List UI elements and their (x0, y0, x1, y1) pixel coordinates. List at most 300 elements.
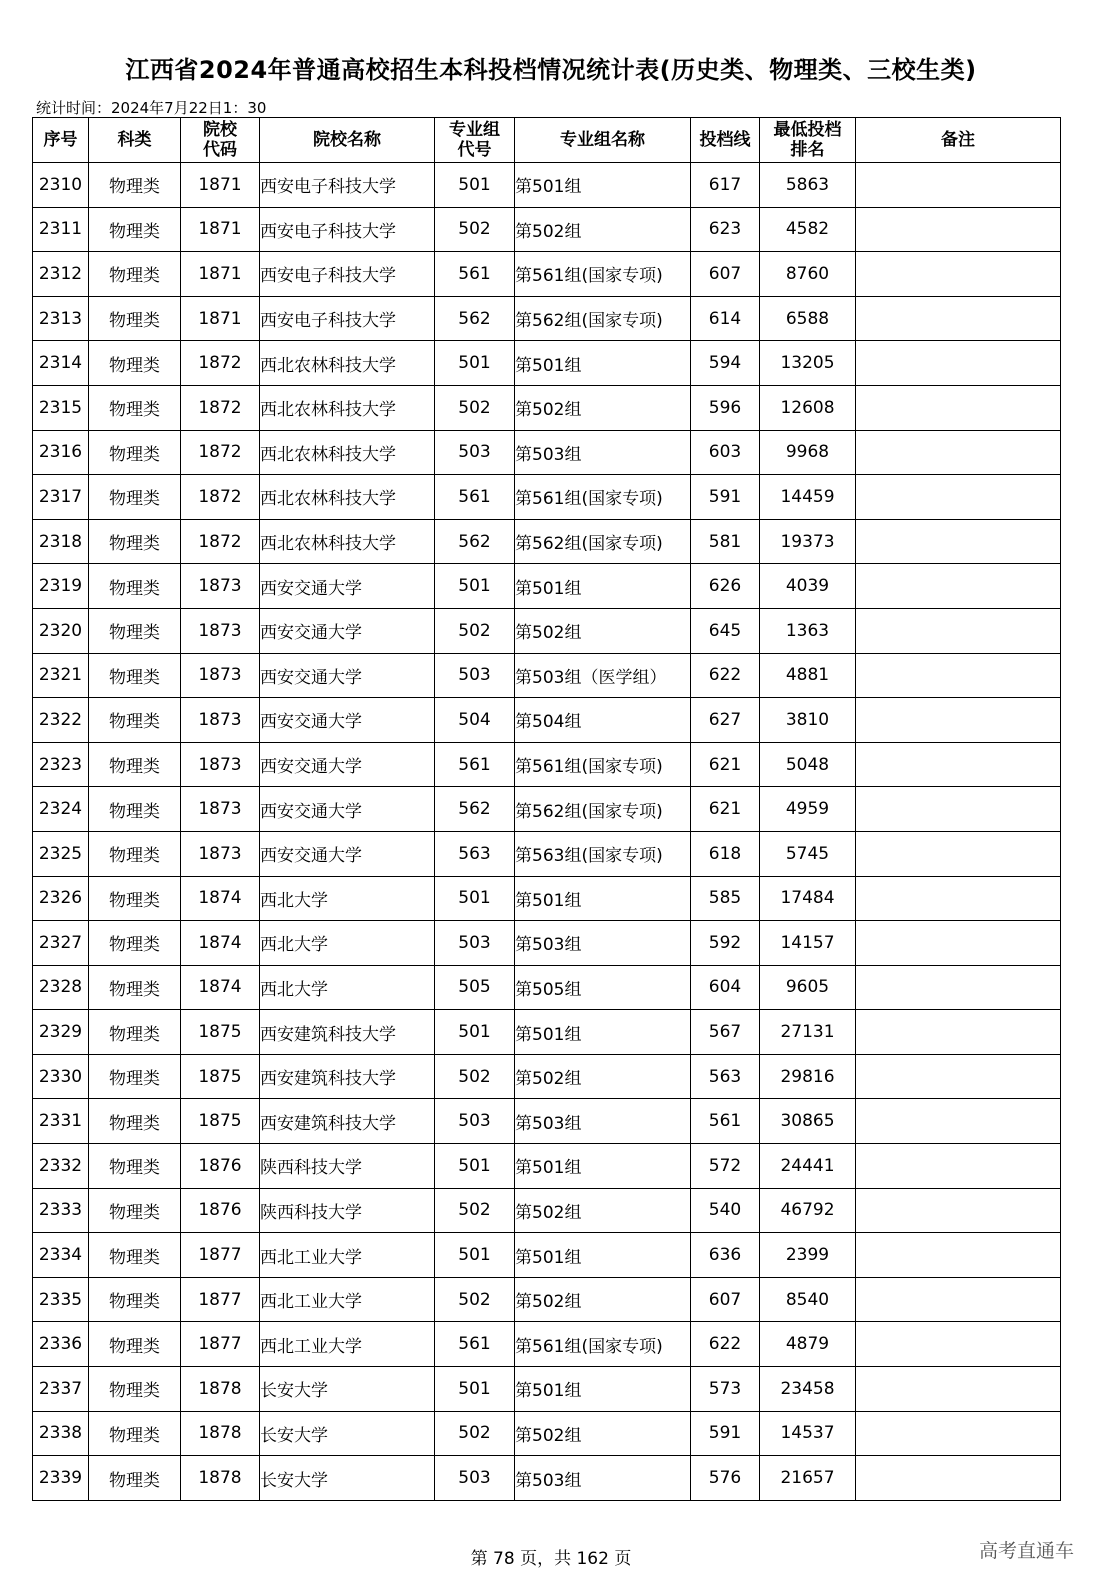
cell-group-name: 第561组(国家专项) (515, 742, 691, 787)
table-row (33, 608, 1061, 653)
stat-time: 统计时间：2024年7月22日1：30 (36, 99, 267, 117)
cell-remarks (856, 341, 1061, 386)
cell-score-line: 576 (691, 1456, 760, 1501)
cell-min-rank: 8540 (760, 1277, 856, 1322)
cell-school-code: 1875 (181, 1010, 260, 1055)
cell-score-line: 607 (691, 252, 760, 297)
cell-score-line: 614 (691, 296, 760, 341)
cell-score-line: 585 (691, 876, 760, 921)
cell-index: 2312 (33, 252, 89, 297)
cell-school-name: 西安建筑科技大学 (260, 1010, 435, 1055)
cell-group-code: 563 (435, 831, 515, 876)
cell-school-code: 1872 (181, 519, 260, 564)
cell-remarks (856, 1456, 1061, 1501)
cell-min-rank: 46792 (760, 1188, 856, 1233)
cell-group-code: 561 (435, 742, 515, 787)
cell-group-code: 501 (435, 876, 515, 921)
cell-remarks (856, 163, 1061, 208)
cell-remarks (856, 519, 1061, 564)
cell-index: 2330 (33, 1054, 89, 1099)
cell-min-rank: 4881 (760, 653, 856, 698)
cell-category: 物理类 (89, 1233, 181, 1278)
table-row (33, 698, 1061, 743)
cell-group-code: 503 (435, 1099, 515, 1144)
cell-index: 2318 (33, 519, 89, 564)
cell-group-name: 第502组 (515, 207, 691, 252)
cell-category: 物理类 (89, 519, 181, 564)
cell-school-name: 西北农林科技大学 (260, 430, 435, 475)
cell-group-code: 561 (435, 252, 515, 297)
table-row (33, 787, 1061, 832)
cell-group-name: 第501组 (515, 1144, 691, 1189)
cell-group-name: 第562组(国家专项) (515, 787, 691, 832)
cell-school-name: 西安交通大学 (260, 608, 435, 653)
cell-score-line: 567 (691, 1010, 760, 1055)
cell-school-name: 西安交通大学 (260, 742, 435, 787)
cell-group-code: 501 (435, 1367, 515, 1412)
cell-score-line: 623 (691, 207, 760, 252)
table-row (33, 742, 1061, 787)
cell-school-name: 西安交通大学 (260, 787, 435, 832)
table-row (33, 430, 1061, 475)
cell-school-name: 陕西科技大学 (260, 1188, 435, 1233)
cell-school-code: 1877 (181, 1322, 260, 1367)
cell-group-code: 502 (435, 1277, 515, 1322)
cell-score-line: 573 (691, 1367, 760, 1412)
cell-category: 物理类 (89, 1099, 181, 1144)
cell-remarks (856, 1010, 1061, 1055)
cell-min-rank: 27131 (760, 1010, 856, 1055)
table-row (33, 475, 1061, 520)
cell-remarks (856, 787, 1061, 832)
cell-min-rank: 9605 (760, 965, 856, 1010)
col-header-school-code: 院校代码 (181, 118, 260, 163)
cell-index: 2322 (33, 698, 89, 743)
cell-school-code: 1873 (181, 742, 260, 787)
cell-category: 物理类 (89, 1054, 181, 1099)
cell-min-rank: 14157 (760, 921, 856, 966)
cell-min-rank: 9968 (760, 430, 856, 475)
table-row (33, 653, 1061, 698)
table-row (33, 1188, 1061, 1233)
cell-group-code: 501 (435, 564, 515, 609)
table-row (33, 385, 1061, 430)
cell-remarks (856, 1054, 1061, 1099)
table-row (33, 1054, 1061, 1099)
cell-index: 2338 (33, 1411, 89, 1456)
cell-category: 物理类 (89, 1144, 181, 1189)
cell-group-name: 第563组(国家专项) (515, 831, 691, 876)
cell-school-name: 长安大学 (260, 1367, 435, 1412)
cell-score-line: 592 (691, 921, 760, 966)
table-row (33, 1277, 1061, 1322)
col-header-group-code: 专业组代号 (435, 118, 515, 163)
cell-school-code: 1871 (181, 296, 260, 341)
table-row (33, 1456, 1061, 1501)
cell-index: 2324 (33, 787, 89, 832)
cell-group-name: 第502组 (515, 1054, 691, 1099)
cell-school-name: 西北工业大学 (260, 1322, 435, 1367)
cell-remarks (856, 1411, 1061, 1456)
cell-index: 2326 (33, 876, 89, 921)
table-row (33, 207, 1061, 252)
cell-school-name: 西安电子科技大学 (260, 296, 435, 341)
cell-category: 物理类 (89, 252, 181, 297)
cell-school-code: 1873 (181, 653, 260, 698)
cell-remarks (856, 1277, 1061, 1322)
cell-min-rank: 5048 (760, 742, 856, 787)
cell-score-line: 591 (691, 475, 760, 520)
cell-remarks (856, 876, 1061, 921)
cell-school-code: 1878 (181, 1456, 260, 1501)
cell-remarks (856, 252, 1061, 297)
cell-group-code: 505 (435, 965, 515, 1010)
cell-index: 2335 (33, 1277, 89, 1322)
cell-remarks (856, 1144, 1061, 1189)
cell-min-rank: 5745 (760, 831, 856, 876)
cell-school-code: 1874 (181, 965, 260, 1010)
cell-score-line: 636 (691, 1233, 760, 1278)
cell-remarks (856, 430, 1061, 475)
cell-score-line: 572 (691, 1144, 760, 1189)
cell-index: 2328 (33, 965, 89, 1010)
cell-score-line: 604 (691, 965, 760, 1010)
cell-school-name: 西安交通大学 (260, 831, 435, 876)
cell-min-rank: 4879 (760, 1322, 856, 1367)
table-row (33, 341, 1061, 386)
cell-score-line: 607 (691, 1277, 760, 1322)
cell-group-code: 503 (435, 653, 515, 698)
cell-school-code: 1876 (181, 1188, 260, 1233)
cell-group-name: 第562组(国家专项) (515, 519, 691, 564)
cell-group-name: 第501组 (515, 876, 691, 921)
cell-group-code: 504 (435, 698, 515, 743)
cell-score-line: 540 (691, 1188, 760, 1233)
cell-remarks (856, 1099, 1061, 1144)
cell-school-code: 1872 (181, 475, 260, 520)
cell-school-name: 西安电子科技大学 (260, 163, 435, 208)
cell-group-name: 第504组 (515, 698, 691, 743)
cell-min-rank: 24441 (760, 1144, 856, 1189)
cell-index: 2313 (33, 296, 89, 341)
cell-score-line: 603 (691, 430, 760, 475)
cell-category: 物理类 (89, 1456, 181, 1501)
cell-index: 2321 (33, 653, 89, 698)
cell-group-code: 561 (435, 1322, 515, 1367)
cell-category: 物理类 (89, 296, 181, 341)
cell-group-name: 第503组 (515, 430, 691, 475)
cell-score-line: 596 (691, 385, 760, 430)
cell-school-code: 1872 (181, 430, 260, 475)
cell-school-code: 1873 (181, 698, 260, 743)
cell-group-name: 第503组（医学组） (515, 653, 691, 698)
cell-score-line: 581 (691, 519, 760, 564)
cell-group-name: 第501组 (515, 564, 691, 609)
cell-min-rank: 4582 (760, 207, 856, 252)
page-number: 第 78 页，共 162 页 (470, 1549, 632, 1569)
table-row (33, 965, 1061, 1010)
cell-min-rank: 3810 (760, 698, 856, 743)
cell-school-code: 1872 (181, 341, 260, 386)
cell-group-code: 501 (435, 1010, 515, 1055)
table-row (33, 1322, 1061, 1367)
cell-remarks (856, 1367, 1061, 1412)
cell-school-name: 长安大学 (260, 1411, 435, 1456)
cell-category: 物理类 (89, 742, 181, 787)
cell-group-name: 第501组 (515, 1367, 691, 1412)
cell-school-code: 1873 (181, 608, 260, 653)
cell-category: 物理类 (89, 207, 181, 252)
cell-remarks (856, 385, 1061, 430)
cell-school-code: 1875 (181, 1054, 260, 1099)
cell-index: 2310 (33, 163, 89, 208)
cell-min-rank: 17484 (760, 876, 856, 921)
cell-min-rank: 4959 (760, 787, 856, 832)
table-row (33, 921, 1061, 966)
cell-index: 2334 (33, 1233, 89, 1278)
cell-school-code: 1877 (181, 1277, 260, 1322)
table-row (33, 1099, 1061, 1144)
table-row (33, 831, 1061, 876)
cell-min-rank: 12608 (760, 385, 856, 430)
table-row (33, 252, 1061, 297)
table-row (33, 1411, 1061, 1456)
cell-category: 物理类 (89, 831, 181, 876)
table-row (33, 1144, 1061, 1189)
cell-remarks (856, 653, 1061, 698)
cell-school-name: 西北大学 (260, 876, 435, 921)
cell-remarks (856, 564, 1061, 609)
cell-remarks (856, 608, 1061, 653)
cell-score-line: 645 (691, 608, 760, 653)
cell-group-name: 第503组 (515, 921, 691, 966)
cell-group-code: 562 (435, 519, 515, 564)
cell-group-code: 501 (435, 163, 515, 208)
cell-score-line: 563 (691, 1054, 760, 1099)
cell-index: 2325 (33, 831, 89, 876)
cell-category: 物理类 (89, 876, 181, 921)
cell-min-rank: 6588 (760, 296, 856, 341)
cell-index: 2327 (33, 921, 89, 966)
cell-group-code: 502 (435, 207, 515, 252)
cell-category: 物理类 (89, 475, 181, 520)
cell-school-name: 西安电子科技大学 (260, 252, 435, 297)
cell-group-code: 503 (435, 430, 515, 475)
cell-remarks (856, 1188, 1061, 1233)
table-row (33, 1367, 1061, 1412)
cell-group-code: 502 (435, 385, 515, 430)
cell-category: 物理类 (89, 341, 181, 386)
cell-index: 2329 (33, 1010, 89, 1055)
cell-score-line: 627 (691, 698, 760, 743)
cell-category: 物理类 (89, 1277, 181, 1322)
cell-group-code: 562 (435, 296, 515, 341)
cell-school-code: 1877 (181, 1233, 260, 1278)
cell-group-code: 502 (435, 608, 515, 653)
col-header-min-rank: 最低投档排名 (760, 118, 856, 163)
table-row (33, 296, 1061, 341)
cell-category: 物理类 (89, 608, 181, 653)
cell-group-name: 第501组 (515, 1010, 691, 1055)
cell-school-name: 西北工业大学 (260, 1233, 435, 1278)
col-header-remarks: 备注 (856, 118, 1061, 163)
cell-school-code: 1873 (181, 831, 260, 876)
cell-category: 物理类 (89, 1411, 181, 1456)
cell-score-line: 561 (691, 1099, 760, 1144)
cell-group-name: 第501组 (515, 163, 691, 208)
cell-group-code: 502 (435, 1411, 515, 1456)
cell-group-name: 第561组(国家专项) (515, 1322, 691, 1367)
cell-group-code: 501 (435, 341, 515, 386)
cell-remarks (856, 207, 1061, 252)
cell-category: 物理类 (89, 385, 181, 430)
cell-score-line: 591 (691, 1411, 760, 1456)
cell-category: 物理类 (89, 1188, 181, 1233)
cell-school-name: 西安建筑科技大学 (260, 1099, 435, 1144)
col-header-score-line: 投档线 (691, 118, 760, 163)
document-title: 江西省2024年普通高校招生本科投档情况统计表(历史类、物理类、三校生类) (125, 56, 977, 84)
cell-remarks (856, 1322, 1061, 1367)
cell-index: 2311 (33, 207, 89, 252)
cell-school-name: 西北工业大学 (260, 1277, 435, 1322)
cell-remarks (856, 1233, 1061, 1278)
cell-group-name: 第503组 (515, 1456, 691, 1501)
cell-school-name: 西北农林科技大学 (260, 385, 435, 430)
cell-score-line: 617 (691, 163, 760, 208)
col-header-index: 序号 (33, 118, 89, 163)
cell-school-code: 1875 (181, 1099, 260, 1144)
cell-group-code: 561 (435, 475, 515, 520)
cell-group-code: 562 (435, 787, 515, 832)
cell-remarks (856, 831, 1061, 876)
cell-group-name: 第561组(国家专项) (515, 252, 691, 297)
cell-category: 物理类 (89, 787, 181, 832)
brand-mark: 高考直通车 (978, 1540, 1074, 1562)
cell-index: 2316 (33, 430, 89, 475)
table-row (33, 876, 1061, 921)
cell-category: 物理类 (89, 430, 181, 475)
table-header-row (33, 118, 1061, 163)
cell-min-rank: 30865 (760, 1099, 856, 1144)
cell-remarks (856, 742, 1061, 787)
cell-group-name: 第502组 (515, 1411, 691, 1456)
cell-school-name: 西北农林科技大学 (260, 341, 435, 386)
cell-category: 物理类 (89, 1322, 181, 1367)
cell-min-rank: 14459 (760, 475, 856, 520)
cell-index: 2317 (33, 475, 89, 520)
cell-remarks (856, 296, 1061, 341)
cell-index: 2336 (33, 1322, 89, 1367)
cell-min-rank: 13205 (760, 341, 856, 386)
cell-school-name: 西北大学 (260, 965, 435, 1010)
cell-school-code: 1878 (181, 1411, 260, 1456)
cell-index: 2337 (33, 1367, 89, 1412)
cell-school-code: 1871 (181, 207, 260, 252)
cell-school-code: 1871 (181, 163, 260, 208)
col-header-group-name: 专业组名称 (515, 118, 691, 163)
cell-index: 2320 (33, 608, 89, 653)
cell-school-code: 1876 (181, 1144, 260, 1189)
table-row (33, 519, 1061, 564)
cell-group-name: 第502组 (515, 1277, 691, 1322)
cell-min-rank: 5863 (760, 163, 856, 208)
table-row (33, 1233, 1061, 1278)
cell-school-name: 西安交通大学 (260, 564, 435, 609)
cell-group-name: 第502组 (515, 1188, 691, 1233)
cell-min-rank: 29816 (760, 1054, 856, 1099)
cell-group-name: 第501组 (515, 1233, 691, 1278)
cell-remarks (856, 965, 1061, 1010)
cell-index: 2331 (33, 1099, 89, 1144)
cell-category: 物理类 (89, 1367, 181, 1412)
cell-school-code: 1871 (181, 252, 260, 297)
cell-school-name: 陕西科技大学 (260, 1144, 435, 1189)
cell-group-code: 502 (435, 1054, 515, 1099)
cell-score-line: 621 (691, 787, 760, 832)
cell-school-name: 西安电子科技大学 (260, 207, 435, 252)
cell-min-rank: 14537 (760, 1411, 856, 1456)
cell-index: 2333 (33, 1188, 89, 1233)
cell-min-rank: 1363 (760, 608, 856, 653)
cell-school-name: 西安交通大学 (260, 653, 435, 698)
cell-category: 物理类 (89, 163, 181, 208)
cell-score-line: 622 (691, 1322, 760, 1367)
cell-school-name: 西北农林科技大学 (260, 519, 435, 564)
cell-group-code: 501 (435, 1144, 515, 1189)
cell-score-line: 626 (691, 564, 760, 609)
cell-group-name: 第561组(国家专项) (515, 475, 691, 520)
cell-score-line: 621 (691, 742, 760, 787)
cell-school-code: 1878 (181, 1367, 260, 1412)
cell-min-rank: 23458 (760, 1367, 856, 1412)
cell-group-code: 501 (435, 1233, 515, 1278)
table-row (33, 1010, 1061, 1055)
cell-remarks (856, 475, 1061, 520)
cell-min-rank: 19373 (760, 519, 856, 564)
cell-category: 物理类 (89, 653, 181, 698)
cell-group-name: 第502组 (515, 385, 691, 430)
cell-score-line: 622 (691, 653, 760, 698)
col-header-category: 科类 (89, 118, 181, 163)
cell-school-code: 1874 (181, 876, 260, 921)
cell-school-name: 长安大学 (260, 1456, 435, 1501)
cell-score-line: 618 (691, 831, 760, 876)
cell-group-code: 502 (435, 1188, 515, 1233)
cell-school-name: 西安建筑科技大学 (260, 1054, 435, 1099)
table-row (33, 163, 1061, 208)
admission-table (32, 117, 1061, 1501)
table-row (33, 564, 1061, 609)
cell-index: 2332 (33, 1144, 89, 1189)
cell-index: 2339 (33, 1456, 89, 1501)
cell-min-rank: 4039 (760, 564, 856, 609)
cell-group-code: 503 (435, 1456, 515, 1501)
cell-min-rank: 2399 (760, 1233, 856, 1278)
cell-remarks (856, 921, 1061, 966)
cell-index: 2323 (33, 742, 89, 787)
cell-school-code: 1873 (181, 564, 260, 609)
cell-school-code: 1874 (181, 921, 260, 966)
cell-school-name: 西北农林科技大学 (260, 475, 435, 520)
cell-group-name: 第503组 (515, 1099, 691, 1144)
cell-category: 物理类 (89, 921, 181, 966)
cell-category: 物理类 (89, 1010, 181, 1055)
cell-category: 物理类 (89, 698, 181, 743)
cell-remarks (856, 698, 1061, 743)
cell-school-name: 西北大学 (260, 921, 435, 966)
cell-index: 2319 (33, 564, 89, 609)
cell-score-line: 594 (691, 341, 760, 386)
